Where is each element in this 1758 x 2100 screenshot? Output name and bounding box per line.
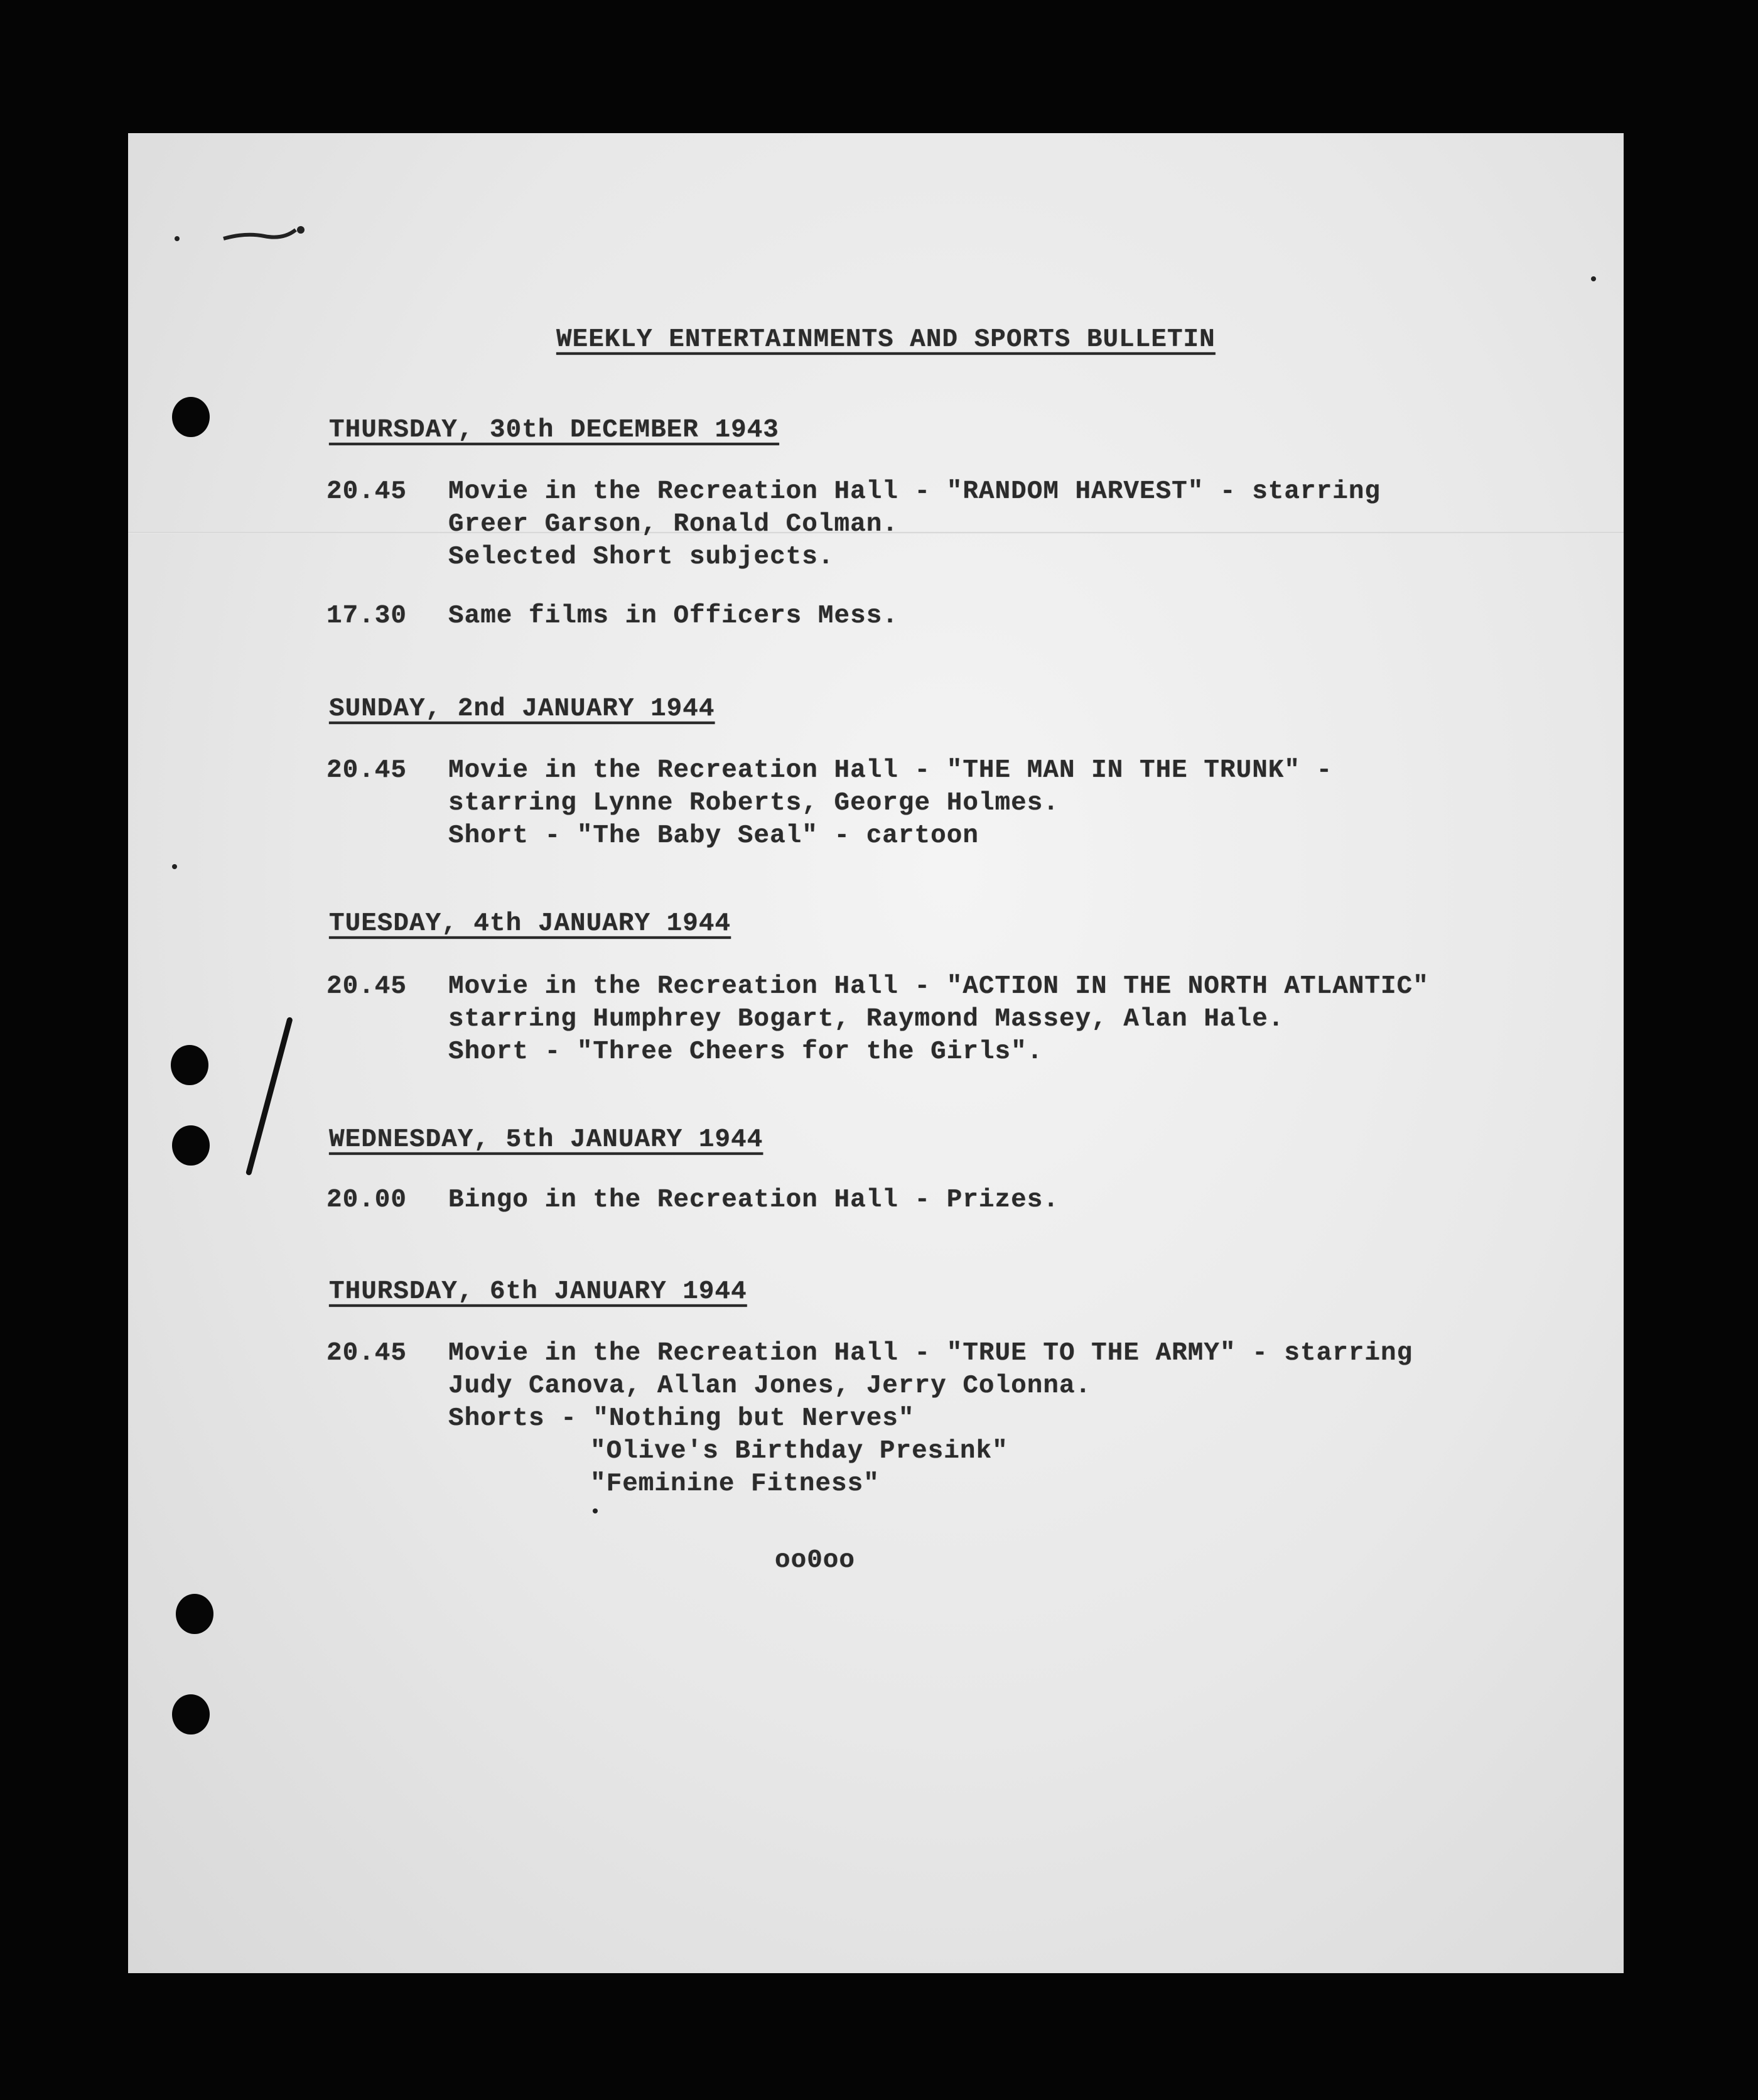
event-line: Short - "Three Cheers for the Girls".	[448, 1037, 1043, 1066]
event-line: Movie in the Recreation Hall - "RANDOM HARVEST" - starring	[448, 477, 1381, 506]
event-line: Movie in the Recreation Hall - "TRUE TO THE ARMY" - starring	[448, 1339, 1413, 1368]
document-page	[128, 133, 1624, 1973]
punch-hole	[176, 1594, 213, 1634]
end-mark: oo0oo	[775, 1546, 856, 1575]
event-line: Same films in Officers Mess.	[448, 602, 898, 631]
event-line: Shorts - "Nothing but Nerves"	[448, 1404, 915, 1433]
ink-speck	[593, 1508, 598, 1513]
ink-speck	[1591, 276, 1596, 281]
event-line: "Olive's Birthday Presink"	[590, 1437, 1008, 1466]
punch-hole	[172, 1694, 210, 1735]
day-heading: WEDNESDAY, 5th JANUARY 1944	[329, 1125, 763, 1154]
event-line: "Feminine Fitness"	[590, 1469, 880, 1498]
event-line: Judy Canova, Allan Jones, Jerry Colonna.	[448, 1372, 1092, 1400]
event-time: 20.45	[326, 756, 407, 785]
event-line: Bingo in the Recreation Hall - Prizes.	[448, 1186, 1059, 1215]
event-line: starring Humphrey Bogart, Raymond Massey, Alan Hale.	[448, 1005, 1285, 1034]
event-line: Movie in the Recreation Hall - "THE MAN IN THE TRUNK" -	[448, 756, 1333, 785]
event-time: 20.00	[326, 1186, 407, 1215]
ink-speck	[172, 864, 177, 869]
pen-scribble	[220, 221, 308, 246]
punch-hole	[172, 397, 210, 437]
day-heading: TUESDAY, 4th JANUARY 1944	[329, 909, 731, 938]
event-time: 20.45	[326, 1339, 407, 1368]
punch-hole	[172, 1125, 210, 1166]
event-line: Greer Garson, Ronald Colman.	[448, 510, 898, 539]
punch-hole	[171, 1045, 208, 1085]
pen-stroke-mark	[245, 1017, 293, 1176]
day-heading: THURSDAY, 6th JANUARY 1944	[329, 1277, 747, 1306]
event-time: 17.30	[326, 602, 407, 631]
event-line: starring Lynne Roberts, George Holmes.	[448, 789, 1059, 818]
day-heading: SUNDAY, 2nd JANUARY 1944	[329, 695, 715, 723]
event-line: Short - "The Baby Seal" - cartoon	[448, 821, 979, 850]
event-time: 20.45	[326, 477, 407, 506]
day-heading: THURSDAY, 30th DECEMBER 1943	[329, 416, 779, 445]
ink-speck	[175, 236, 180, 241]
event-time: 20.45	[326, 972, 407, 1001]
bulletin-title: WEEKLY ENTERTAINMENTS AND SPORTS BULLETIN	[556, 325, 1216, 354]
event-line: Movie in the Recreation Hall - "ACTION IN THE NORTH ATLANTIC"	[448, 972, 1429, 1001]
event-line: Selected Short subjects.	[448, 543, 834, 571]
